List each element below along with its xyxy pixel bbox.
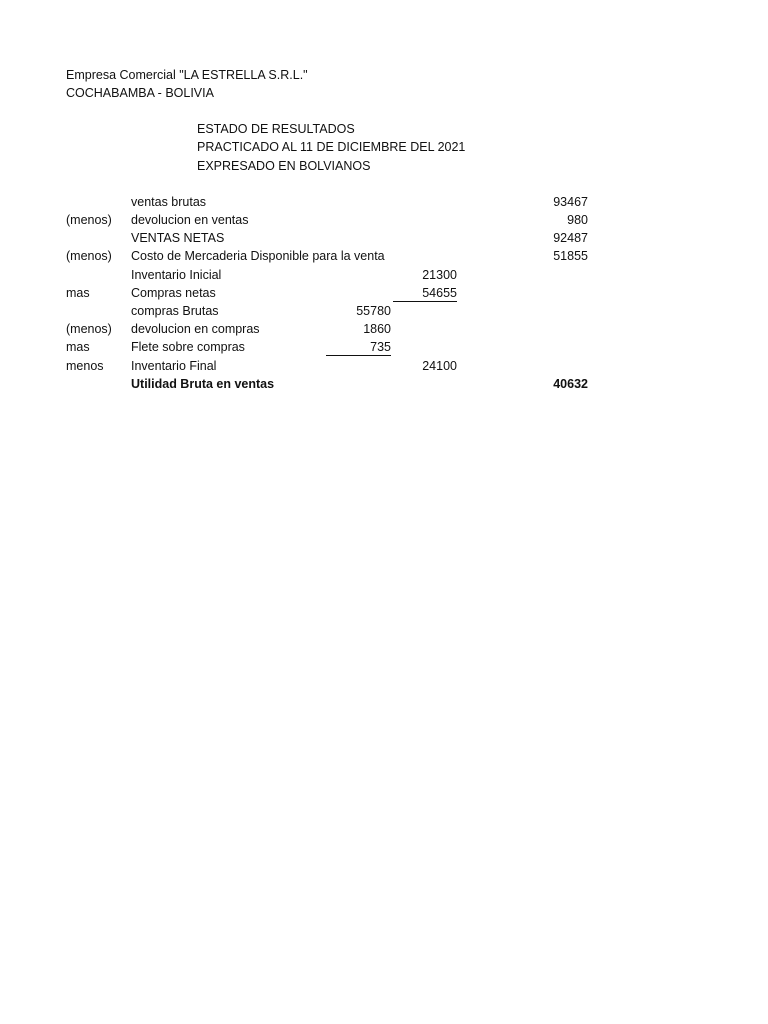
- company-name: Empresa Comercial "LA ESTRELLA S.R.L.": [66, 68, 308, 82]
- statement-date: PRACTICADO AL 11 DE DICIEMBRE DEL 2021: [197, 140, 466, 154]
- statement-title: ESTADO DE RESULTADOS: [197, 122, 355, 136]
- row-prefix: menos: [66, 359, 104, 373]
- row-value-detail: 55780: [356, 304, 391, 318]
- row-label: Compras netas: [131, 286, 216, 300]
- row-value-detail: 735: [326, 338, 391, 356]
- row-value-subtotal: 54655: [393, 284, 457, 302]
- row-value-total: 51855: [553, 249, 588, 263]
- row-value-total: 93467: [553, 195, 588, 209]
- table-row: [0, 266, 768, 284]
- row-label: Costo de Mercaderia Disponible para la venta: [131, 249, 385, 263]
- row-prefix: mas: [66, 286, 90, 300]
- row-label: devolucion en compras: [131, 322, 260, 336]
- row-value-total: 980: [567, 213, 588, 227]
- table-row: [0, 357, 768, 375]
- row-value-total: 40632: [553, 377, 588, 391]
- table-row: [0, 338, 768, 356]
- table-row: [0, 247, 768, 265]
- row-label: devolucion en ventas: [131, 213, 249, 227]
- row-value-subtotal: 24100: [422, 359, 457, 373]
- row-label: Inventario Final: [131, 359, 217, 373]
- row-label: VENTAS NETAS: [131, 231, 225, 245]
- table-row: [0, 320, 768, 338]
- row-label: Utilidad Bruta en ventas: [131, 377, 275, 391]
- row-value-subtotal: 21300: [422, 268, 457, 282]
- table-row: [0, 284, 768, 302]
- row-label: Flete sobre compras: [131, 340, 245, 354]
- table-row-total: [0, 375, 768, 393]
- table-row: [0, 193, 768, 211]
- row-prefix: mas: [66, 340, 90, 354]
- row-value-total: 92487: [553, 231, 588, 245]
- row-prefix: (menos): [66, 213, 112, 227]
- company-location: COCHABAMBA - BOLIVIA: [66, 86, 214, 100]
- table-row: [0, 302, 768, 320]
- table-row: [0, 211, 768, 229]
- row-label: Inventario Inicial: [131, 268, 222, 282]
- row-label: compras Brutas: [131, 304, 219, 318]
- table-row: [0, 229, 768, 247]
- row-value-detail: 1860: [363, 322, 391, 336]
- statement-currency: EXPRESADO EN BOLVIANOS: [197, 159, 371, 173]
- row-prefix: (menos): [66, 249, 112, 263]
- row-label: ventas brutas: [131, 195, 207, 209]
- row-prefix: (menos): [66, 322, 112, 336]
